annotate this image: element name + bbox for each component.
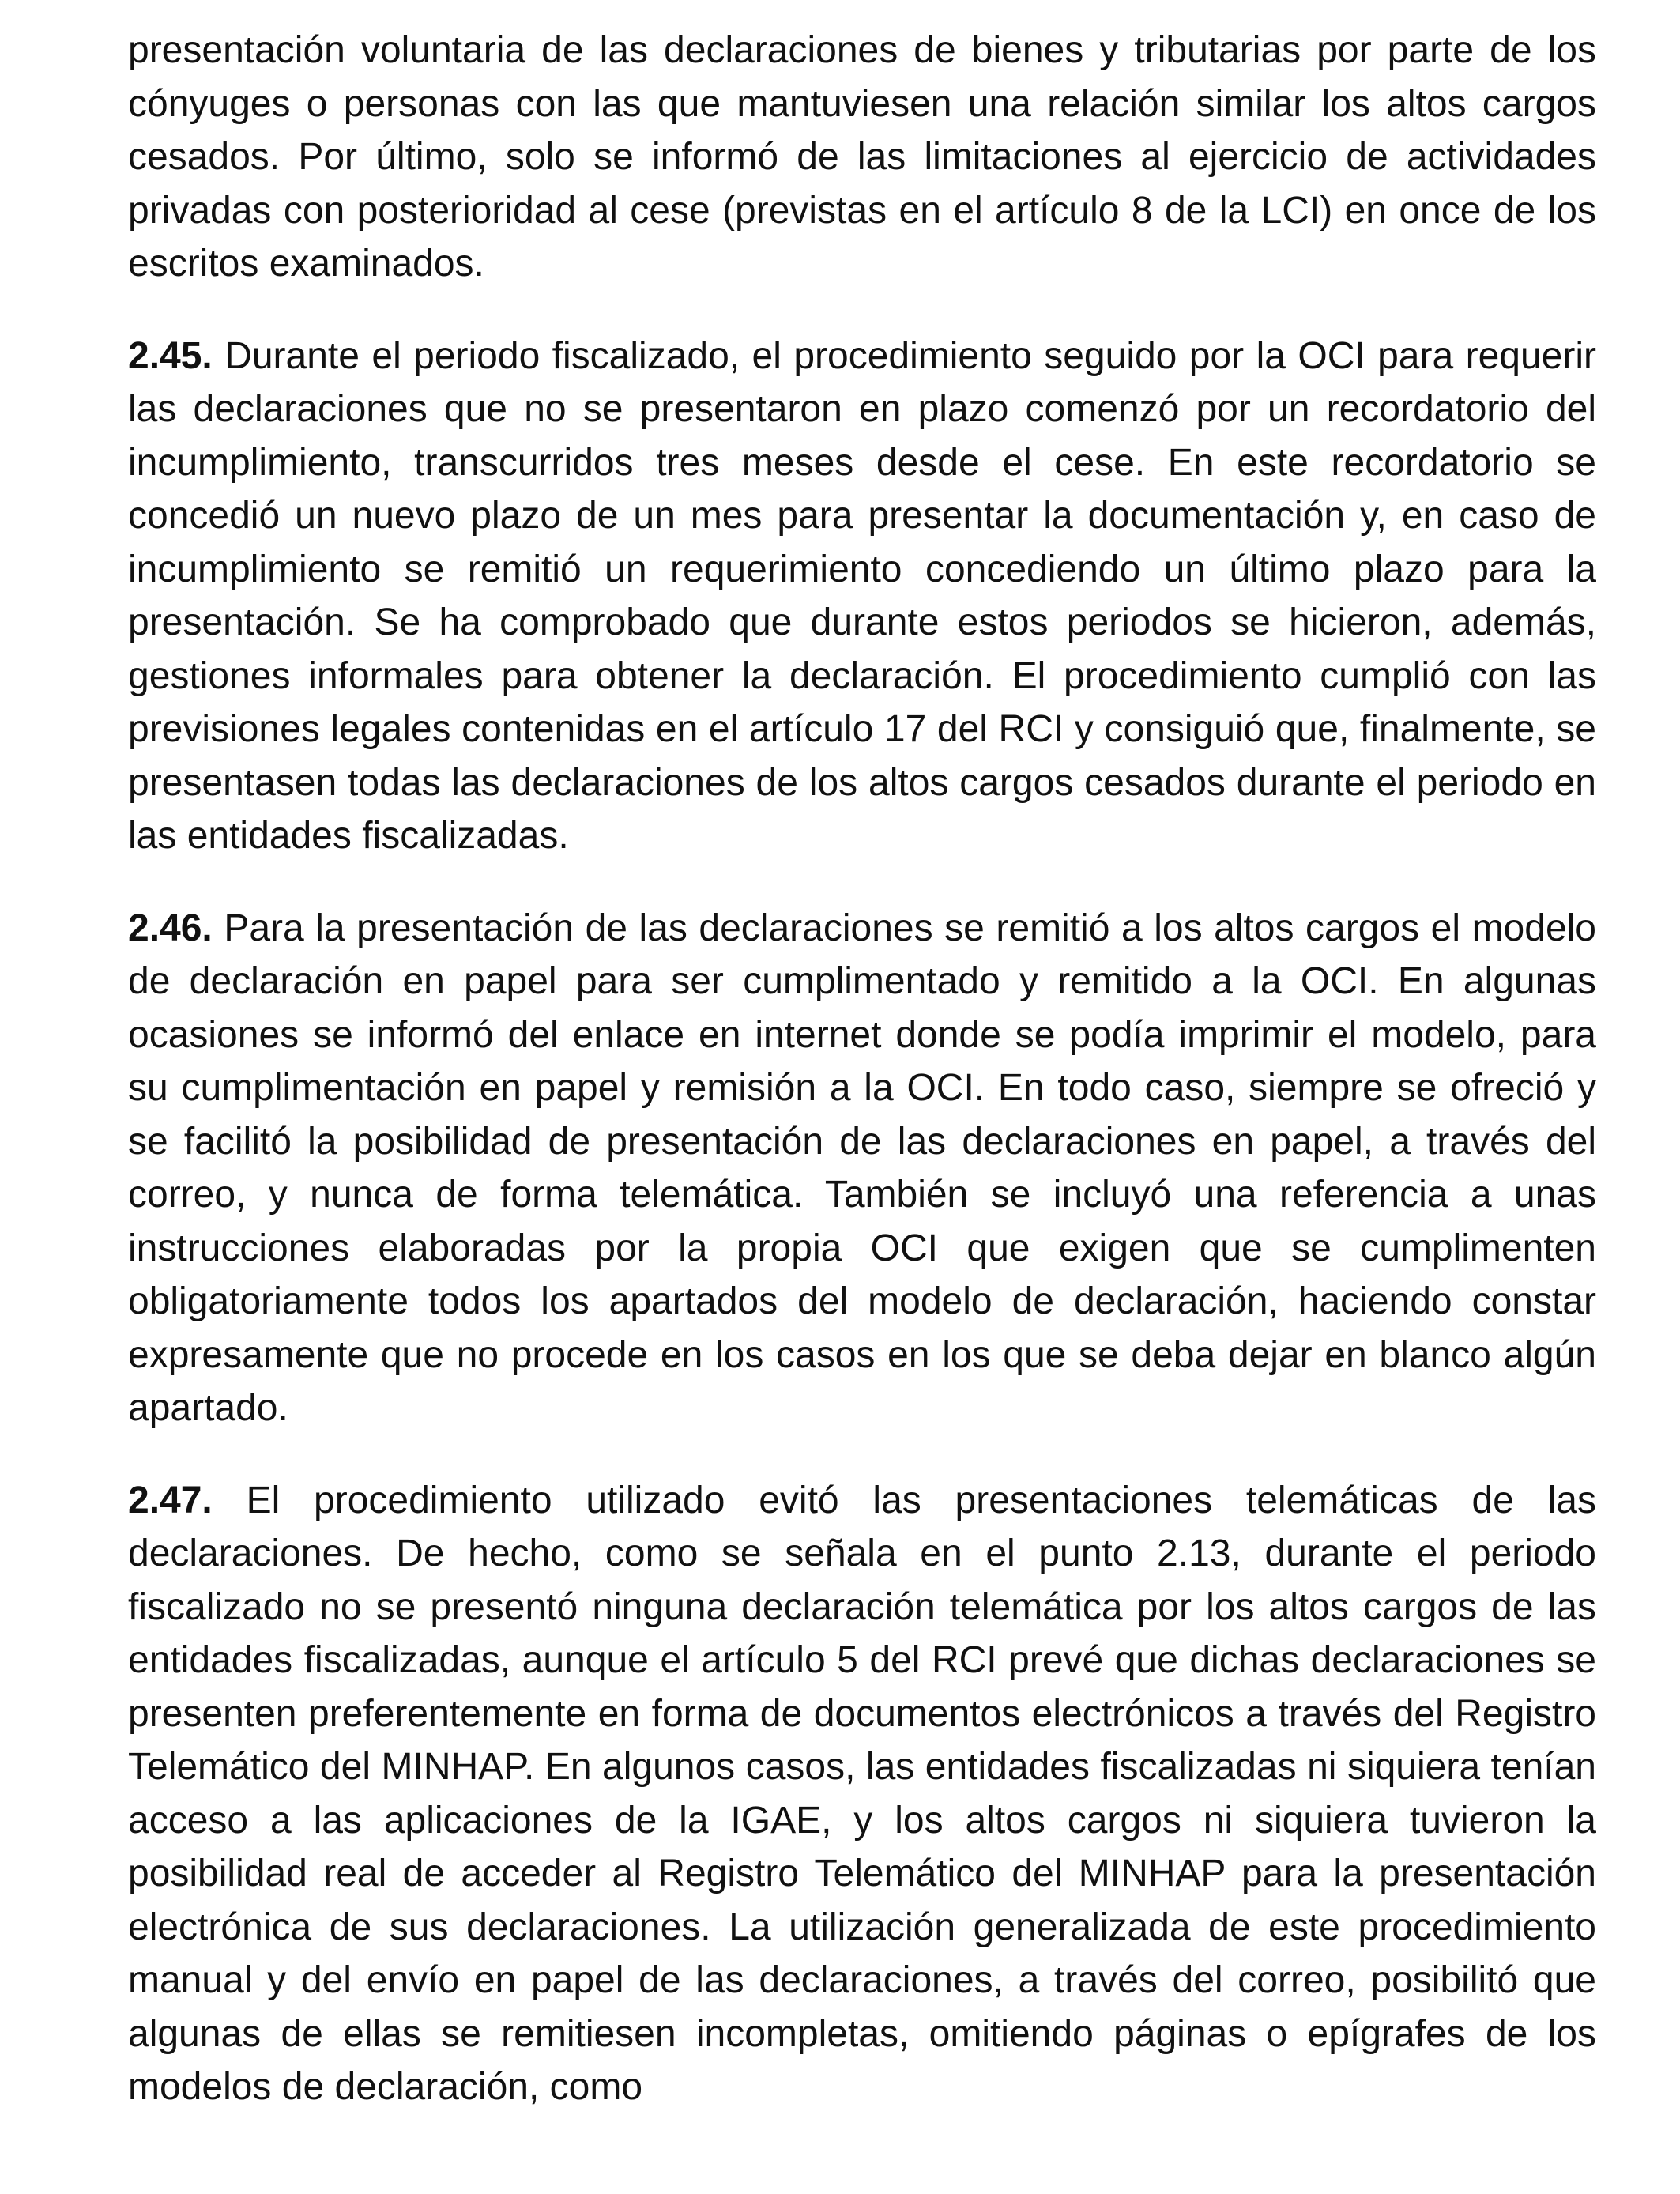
paragraph-number: 2.47. — [128, 1479, 213, 1521]
paragraph-number: 2.46. — [128, 907, 213, 949]
paragraph-number: 2.45. — [128, 334, 213, 377]
paragraph-text: presentación voluntaria de las declaraciones de bienes y tributarias por parte de los cónyuges o personas con las que mantuviesen una relación similar los altos cargos cesados. Por último, solo se informó de las limitaciones al ejercicio de actividades privadas con posterioridad al cese (previstas en el artículo 8 de la LCI) en once de los escritos examinados. — [128, 29, 1596, 285]
paragraph-text: Para la presentación de las declaraciones se remitió a los altos cargos el modelo de declaración en papel para ser cumplimentado y remitido a la OCI. En algunas ocasiones se informó del enlace en internet donde se podía imprimir el modelo, para su cumplimentación en papel y remisión a la OCI. En todo caso, siempre se ofreció y se facilitó la posibilidad de presentación de las declaraciones en papel, a través del correo, y nunca de forma telemática. También se incluyó una referencia a unas instrucciones elaboradas por la propia OCI que exigen que se cumplimenten obligatoriamente todos los apartados del modelo de declaración, haciendo constar expresamente que no procede en los casos en los que se deba dejar en blanco algún apartado. — [128, 907, 1597, 1429]
document-page — [128, 24, 1596, 2153]
paragraph-text: Durante el periodo fiscalizado, el procedimiento seguido por la OCI para requerir las declaraciones que no se presentaron en plazo comenzó por un recordatorio del incumplimiento, transcurridos tres meses desde el cese. En este recordatorio se concedió un nuevo plazo de un mes para presentar la documentación y, en caso de incumplimiento se remitió un requerimiento concediendo un último plazo para la presentación. Se ha comprobado que durante estos periodos se hicieron, además, gestiones informales para obtener la declaración. El procedimiento cumplió con las previsiones legales contenidas en el artículo 17 del RCI y consiguió que, finalmente, se presentasen todas las declaraciones de los altos cargos cesados durante el periodo en las entidades fiscalizadas. — [128, 334, 1596, 857]
paragraph-2-46 — [128, 902, 1596, 1435]
paragraph-text: El procedimiento utilizado evitó las presentaciones telemáticas de las declaraciones. De hecho, como se señala en el punto 2.13, durante el periodo fiscalizado no se presentó ninguna declaración telemática por los altos cargos de las entidades fiscalizadas, aunque el artículo 5 del RCI prevé que dichas declaraciones se presenten preferentemente en forma de documentos electrónicos a través del Registro Telemático del MINHAP. En algunos casos, las entidades fiscalizadas ni siquiera tenían acceso a las aplicaciones de la IGAE, y los altos cargos ni siquiera tuvieron la posibilidad real de acceder al Registro Telemático del MINHAP para la presentación electrónica de sus declaraciones. La utilización generalizada de este procedimiento manual y del envío en papel de las declaraciones, a través del correo, posibilitó que algunas de ellas se remitiesen incompletas, omitiendo páginas o epígrafes de los modelos de declaración, como — [128, 1479, 1596, 2108]
paragraph-2-47 — [128, 1474, 1596, 2114]
paragraph-2-45 — [128, 330, 1596, 863]
paragraph-continuation — [128, 24, 1596, 291]
